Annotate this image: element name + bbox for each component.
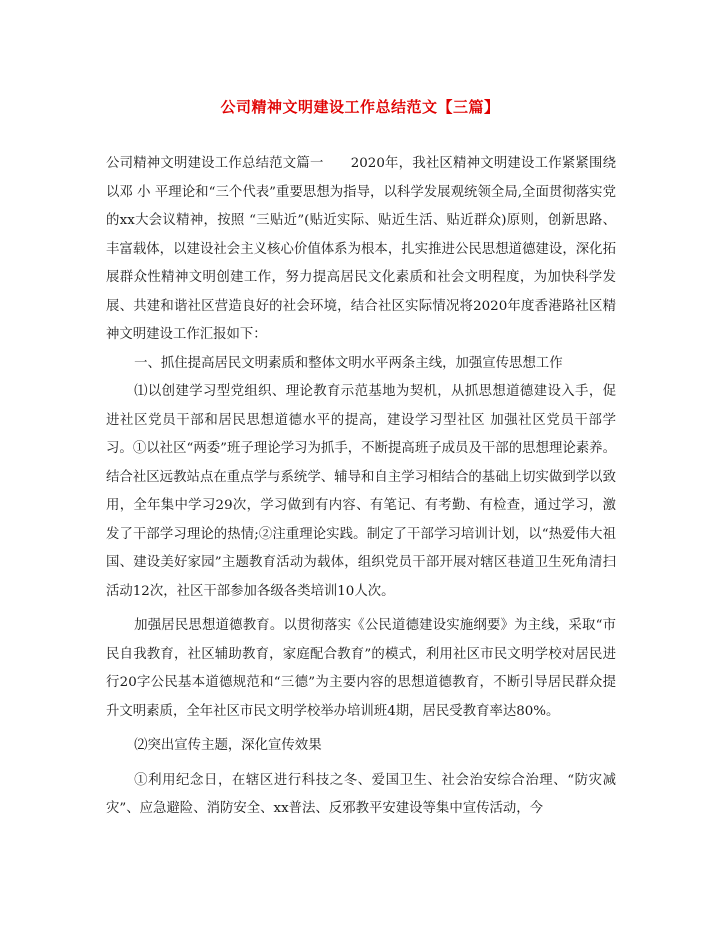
subsection-heading-2: ⑵突出宣传主题，深化宣传效果 <box>134 738 322 753</box>
document-title: 公司精神文明建设工作总结范文【三篇】 <box>220 98 500 116</box>
paragraph-commemoration: ①利用纪念日，在辖区进行科技之冬、爱国卫生、社会治安综合治理、“防灾减灾”、应急避险、消防安全、xx普法、反邪教平安建设等集中宣传活动，今 <box>106 772 616 816</box>
paragraph-moral-education: 加强居民思想道德教育。以贯彻落实《公民道德建设实施纲要》为主线，采取“市民自我教育，社区辅助教育，家庭配合教育”的模式，利用社区市民文明学校对居民进行20字公民基本道德规范和“三德”为主要内容的思想道德教育，不断引导居民群众提升文明素质，全年社区市民文明学校举办培训班4期，居民受教育率达80%。 <box>106 618 616 719</box>
paragraph-study: ⑴以创建学习型党组织、理论教育示范基地为契机，从抓思想道德建设入手，促进社区党员干部和居民思想道德水平的提高，建设学习型社区 加强社区党员干部学习。①以社区“两委”班子理论学习为抓手，不断提高班子成员及干部的思想理论素养。结合社区远教站点在重点学与系统学、辅导和自主学习相结合的基础上切实做到学以致用，全年集中学习29次，学习做到有内容、有笔记、有考勤、有检查，通过学习，激发了干部学习理论的热情;②注重理论实践。制定了干部学习培训计划，以“热爱伟大祖国、建设美好家园”主题教育活动为载体，组织党员干部开展对辖区巷道卫生死角清扫活动12次，社区干部参加各级各类培训10人次。 <box>106 384 616 599</box>
section-heading-1: 一、抓住提高居民文明素质和整体文明水平两条主线，加强宣传思想工作 <box>134 355 563 371</box>
document-body <box>106 150 616 824</box>
paragraph-intro: 公司精神文明建设工作总结范文篇一 2020年，我社区精神文明建设工作紧紧围绕以邓 小 平理论和“三个代表”重要思想为指导，以科学发展观统领全局,全面贯彻落实党的xx大会议精神，按照 “三贴近”(贴近实际、贴近生活、贴近群众)原则，创新思路、丰富载体，以建设社会主义核心价值体系为根本，扎实推进公民思想道德建设，深化拓展群众性精神文明创建工作，努力提高居民文化素质和社会文明程度，为加快科学发展、共建和谐社区营造良好的社会环境，结合社区实际情况将2020年度香港路社区精神文明建设工作汇报如下： <box>106 156 616 342</box>
